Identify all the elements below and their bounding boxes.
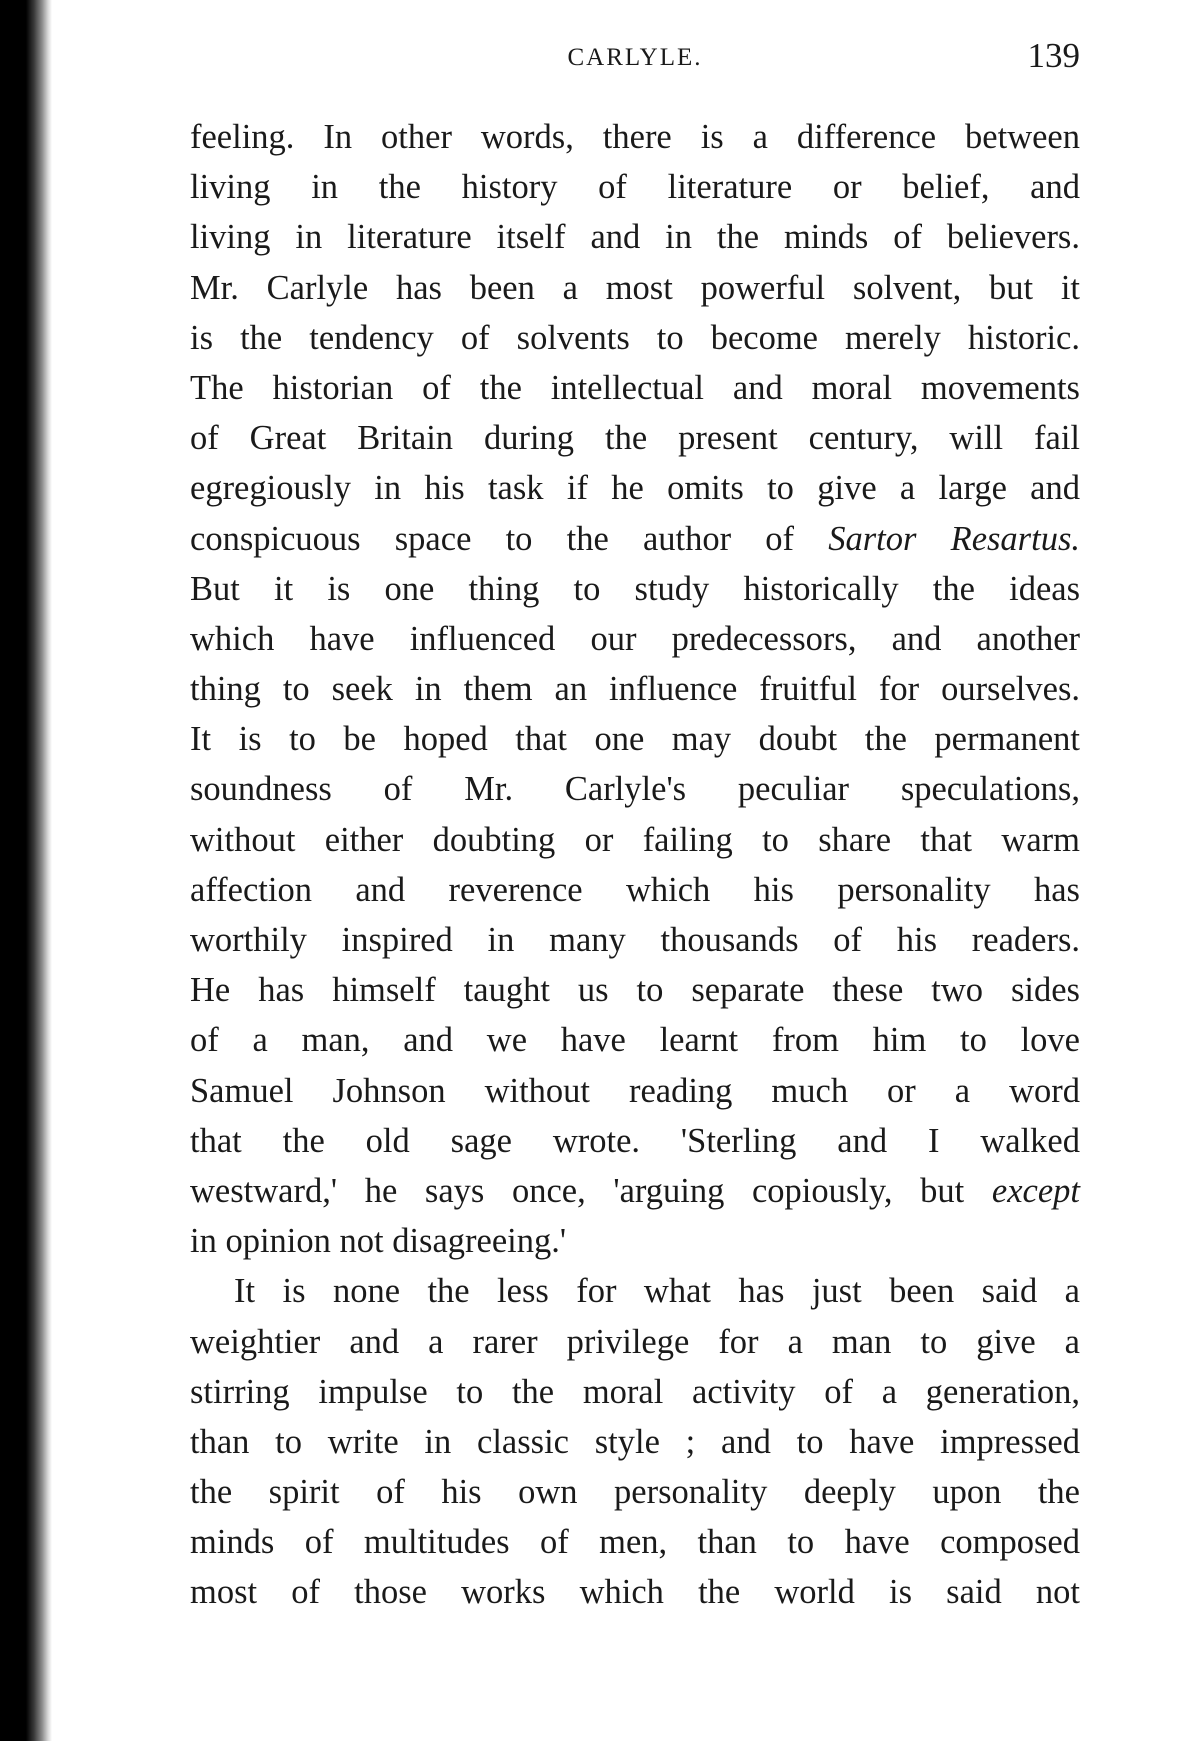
text-line: the spirit of his own personality deeply upon the xyxy=(190,1473,1080,1512)
text-line: westward,' he says once, 'arguing copiously, but except xyxy=(190,1171,1080,1210)
italic-emphasis: except xyxy=(991,1171,1080,1210)
text-line: in opinion not disagreeing.' xyxy=(190,1222,567,1261)
text-line: of a man, and we have learnt from him to love xyxy=(190,1021,1080,1060)
text-line: It is to be hoped that one may doubt the permanent xyxy=(190,720,1080,759)
body-text xyxy=(190,112,1080,1618)
page-number: 139 xyxy=(1027,36,1080,75)
text-line: Mr. Carlyle has been a most powerful solvent, but it xyxy=(190,268,1080,307)
text-line: stirring impulse to the moral activity of a generation, xyxy=(190,1372,1080,1411)
book-binding-edge xyxy=(0,0,52,1741)
text-line: living in literature itself and in the minds of believers. xyxy=(190,218,1080,257)
text-line: weightier and a rarer privilege for a man to give a xyxy=(190,1322,1080,1361)
text-line: Samuel Johnson without reading much or a word xyxy=(190,1071,1080,1110)
text-line: living in the history of literature or belief, and xyxy=(190,168,1080,207)
text-line: minds of multitudes of men, than to have composed xyxy=(190,1523,1080,1562)
text-line: thing to seek in them an influence fruitful for ourselves. xyxy=(190,670,1080,709)
text-line: feeling. In other words, there is a difference between xyxy=(190,118,1080,156)
text-line: without either doubting or failing to share that warm xyxy=(190,820,1080,859)
text-line: than to write in classic style ; and to have impressed xyxy=(190,1422,1080,1461)
text-line: worthily inspired in many thousands of his readers. xyxy=(190,921,1080,959)
text-line: But it is one thing to study historically the ideas xyxy=(190,569,1080,608)
text-line: He has himself taught us to separate these two sides xyxy=(190,971,1080,1010)
italic-emphasis: Sartor Resartus. xyxy=(828,519,1080,558)
text-line: soundness of Mr. Carlyle's peculiar speculations, xyxy=(190,770,1080,809)
text-line: is the tendency of solvents to become merely historic. xyxy=(190,318,1080,357)
text-line: which have influenced our predecessors, and another xyxy=(190,619,1080,658)
text-line: of Great Britain during the present century, will fail xyxy=(190,419,1080,458)
text-line: The historian of the intellectual and moral movements xyxy=(190,368,1080,407)
text-line: conspicuous space to the author of Sartor Resartus. xyxy=(190,519,1080,558)
text-line: most of those works which the world is said not xyxy=(190,1573,1080,1612)
text-line: egregiously in his task if he omits to give a large and xyxy=(190,469,1080,508)
running-title: CARLYLE. xyxy=(567,44,703,71)
running-head xyxy=(190,36,1080,80)
text-line: It is none the less for what has just been said a xyxy=(234,1272,1080,1311)
text-line: affection and reverence which his personality has xyxy=(190,870,1080,909)
text-line: that the old sage wrote. 'Sterling and I walked xyxy=(190,1121,1080,1160)
